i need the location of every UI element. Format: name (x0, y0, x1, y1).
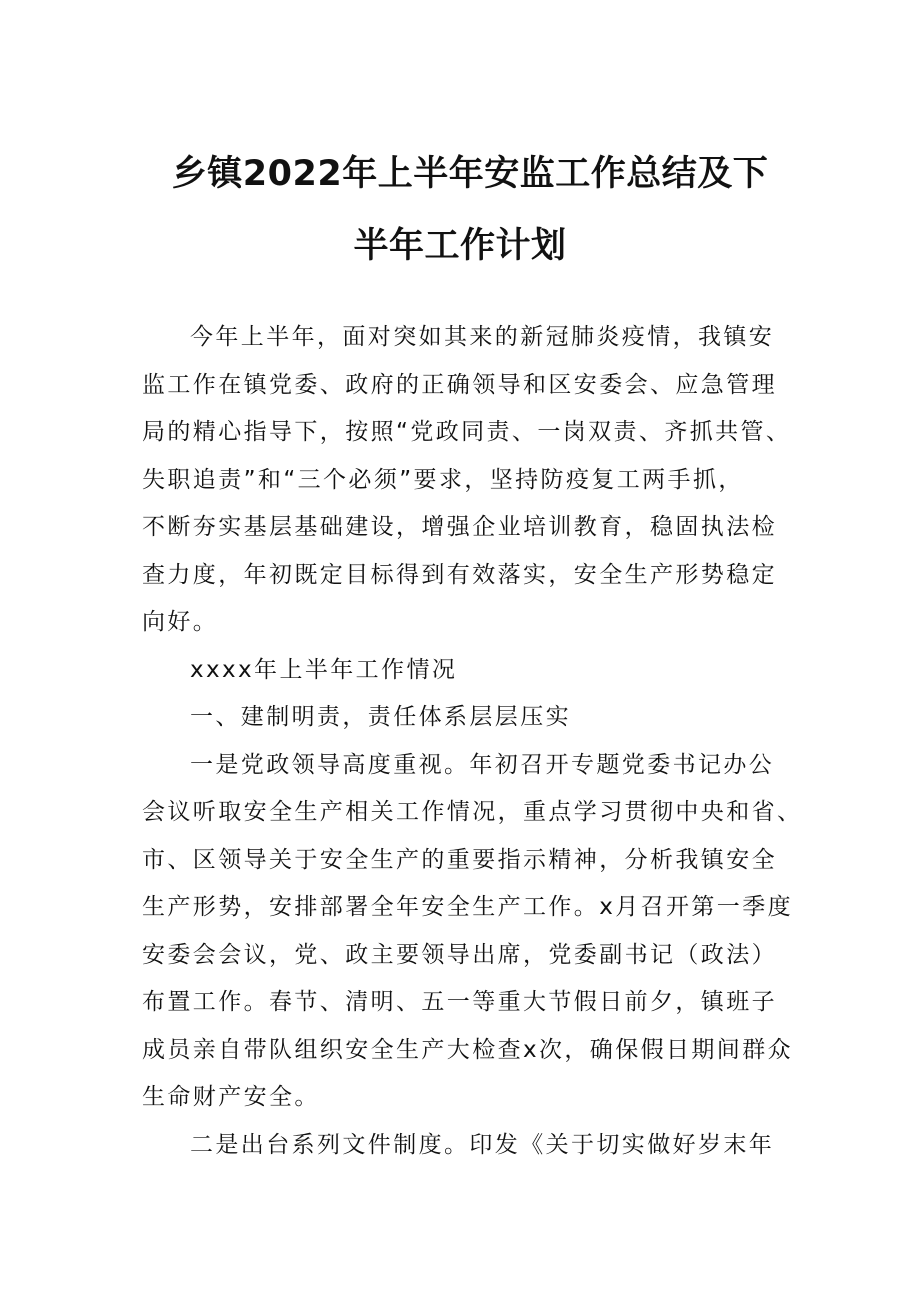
paragraph-line: 局的精心指导下，按照“党政同责、一岗双责、齐抓共管、 (142, 419, 792, 445)
paragraph-line: 一是党政领导高度重视。年初召开专题党委书记办公 (190, 751, 775, 778)
subsection-heading: 一、建制明责，责任体系层层压实 (190, 704, 571, 730)
document-title-line-2: 半年工作计划 (353, 226, 567, 266)
paragraph-line: 失职追责”和“三个必须”要求，坚持防疫复工两手抓， (142, 466, 744, 493)
paragraph-line: 向好。 (142, 609, 219, 635)
document-body (142, 314, 803, 1169)
paragraph-line: 今年上半年，面对突如其来的新冠肺炎疫情，我镇安 (190, 324, 775, 350)
paragraph-line: 成员亲自带队组织安全生产大检查x次，确保假日期间群众 (142, 1036, 794, 1063)
paragraph-line: 不断夯实基层基础建设，增强企业培训教育，稳固执法检 (142, 514, 777, 540)
paragraph-line: 生产形势，安排部署全年安全生产工作。x月召开第一季度 (142, 894, 794, 920)
section-heading: xxxx年上半年工作情况 (190, 656, 458, 683)
paragraph-line: 布置工作。春节、清明、五一等重大节假日前夕，镇班子 (142, 989, 777, 1015)
paragraph-line: 会议听取安全生产相关工作情况，重点学习贯彻中央和省、 (142, 799, 803, 825)
paragraph-line: 监工作在镇党委、政府的正确领导和区安委会、应急管理 (142, 371, 777, 398)
paragraph-line: 二是出台系列文件制度。印发《关于切实做好岁末年 (190, 1131, 775, 1158)
paragraph-line: 市、区领导关于安全生产的重要指示精神，分析我镇安全 (142, 846, 777, 873)
paragraph-line: 安委会会议，党、政主要领导出席，党委副书记（政法） (142, 941, 777, 968)
paragraph-line: 查力度，年初既定目标得到有效落实，安全生产形势稳定 (142, 561, 777, 588)
paragraph-line: 生命财产安全。 (142, 1084, 320, 1110)
document-title-line-1: 乡镇2022年上半年安监工作总结及下 (171, 154, 769, 194)
